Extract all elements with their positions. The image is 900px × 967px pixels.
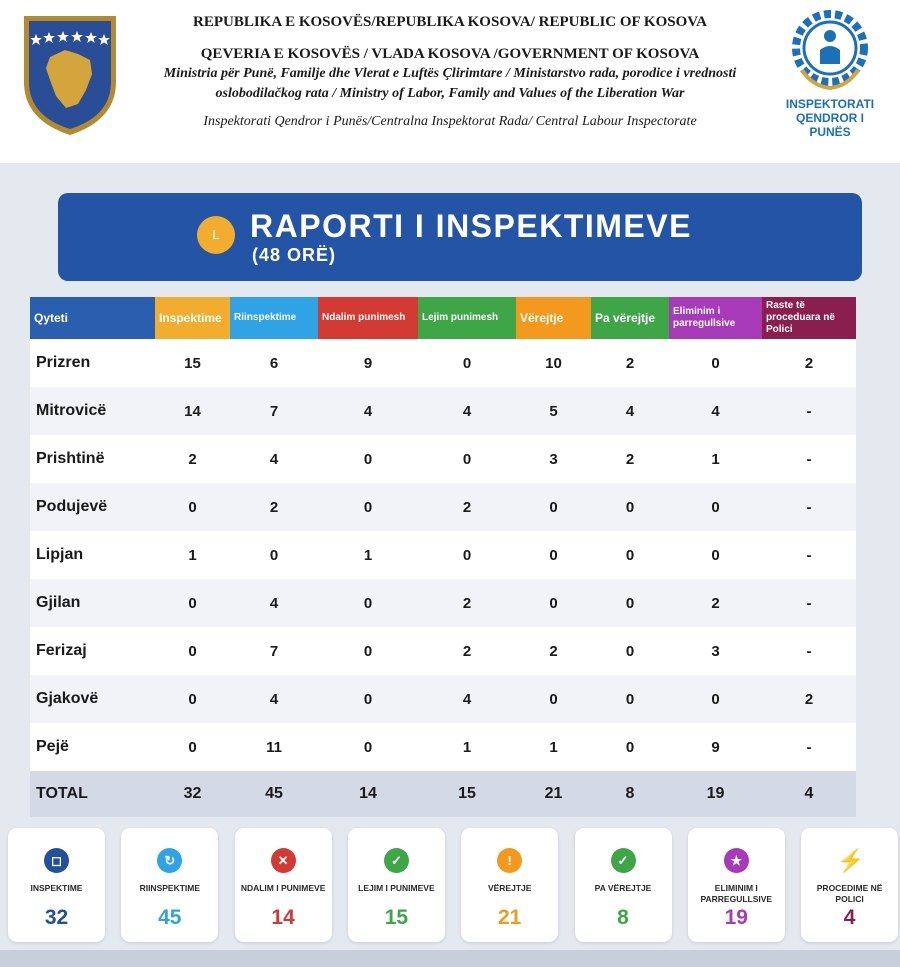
summary-card <box>121 828 218 942</box>
total-cell: 14 <box>318 771 418 817</box>
summary-card-label: VËREJTJE <box>487 883 532 893</box>
total-cell: 45 <box>230 771 318 817</box>
value-cell: 0 <box>711 546 720 564</box>
value-cell: 4 <box>269 690 279 708</box>
value-cell: 0 <box>711 690 720 708</box>
value-cell: 0 <box>269 546 279 564</box>
summary-cards <box>8 828 892 942</box>
value-cell: 0 <box>188 738 197 756</box>
summary-card <box>235 828 332 942</box>
value-cell: 0 <box>363 450 373 468</box>
table-row <box>30 675 856 723</box>
total-cell: 4 <box>762 771 856 817</box>
check-icon: ✓ <box>611 848 636 873</box>
inspectorate-logo <box>775 8 885 148</box>
value-cell: 7 <box>269 402 279 420</box>
summary-card <box>801 828 898 942</box>
government-heading <box>140 12 760 132</box>
value-cell: 0 <box>363 498 373 516</box>
value-cell: 2 <box>625 354 635 372</box>
value-cell: - <box>806 450 812 468</box>
value-cell: 0 <box>711 354 720 372</box>
value-cell: - <box>806 642 812 660</box>
value-cell: 0 <box>549 498 558 516</box>
lightning-icon: ⚡ <box>837 848 865 873</box>
value-cell: 4 <box>625 402 635 420</box>
bottom-bar <box>0 950 900 967</box>
value-cell: 0 <box>549 546 558 564</box>
check-icon: ✓ <box>384 848 409 873</box>
logo-line-2: QENDROR I PUNËS <box>795 111 864 139</box>
value-cell: 1 <box>711 450 720 468</box>
value-cell: 4 <box>269 450 279 468</box>
value-cell: 0 <box>363 738 373 756</box>
summary-card <box>461 828 558 942</box>
value-cell: 15 <box>184 354 201 372</box>
refresh-icon: ↻ <box>157 848 182 873</box>
total-cell: 32 <box>155 771 230 817</box>
value-cell: 4 <box>462 402 472 420</box>
value-cell: 0 <box>462 450 472 468</box>
gear-worker-icon <box>788 8 872 92</box>
value-cell: 0 <box>549 594 558 612</box>
value-cell: 1 <box>549 738 558 756</box>
summary-card <box>8 828 105 942</box>
summary-card-label: INSPEKTIME <box>30 883 83 893</box>
value-cell: 0 <box>711 498 720 516</box>
value-cell: 0 <box>188 594 197 612</box>
summary-card-value: 15 <box>384 906 409 929</box>
city-cell: Mitrovicë <box>36 402 107 419</box>
column-header: Inspektime <box>155 297 230 339</box>
summary-card-label: PA VËREJTJE <box>594 883 652 893</box>
summary-card-label: ELIMINIM I PARREGULLSIVE <box>700 883 773 904</box>
total-cell: 8 <box>591 771 669 817</box>
summary-card-value: 4 <box>843 906 856 929</box>
value-cell: 2 <box>269 498 279 516</box>
value-cell: 4 <box>462 690 472 708</box>
value-cell: 0 <box>625 738 635 756</box>
value-cell: 2 <box>804 690 814 708</box>
table-row <box>30 387 856 435</box>
table-row <box>30 723 856 771</box>
summary-card-value: 8 <box>617 906 629 929</box>
value-cell: 3 <box>549 450 558 468</box>
star-icon: ★ <box>724 848 749 873</box>
city-cell: Ferizaj <box>36 642 87 659</box>
report-title: RAPORTI I INSPEKTIMEVE <box>250 208 692 244</box>
value-cell: 0 <box>625 498 635 516</box>
value-cell: 7 <box>269 642 279 660</box>
value-cell: 2 <box>625 450 635 468</box>
value-cell: 0 <box>625 546 635 564</box>
value-cell: 2 <box>462 594 472 612</box>
value-cell: 0 <box>363 690 373 708</box>
square-icon: ◻ <box>44 848 69 873</box>
value-cell: 3 <box>711 642 720 660</box>
table-row <box>30 483 856 531</box>
column-header: Qyteti <box>30 297 155 339</box>
value-cell: 5 <box>549 402 558 420</box>
value-cell: 0 <box>625 690 635 708</box>
value-cell: 4 <box>363 402 373 420</box>
value-cell: 14 <box>184 402 201 420</box>
value-cell: 4 <box>269 594 279 612</box>
total-cell: 21 <box>516 771 591 817</box>
table-row <box>30 435 856 483</box>
value-cell: 1 <box>363 546 373 564</box>
summary-card-label: PROCEDIME NË POLICI <box>816 883 883 904</box>
value-cell: 1 <box>462 738 472 756</box>
value-cell: 0 <box>462 546 472 564</box>
summary-card-value: 45 <box>158 906 182 929</box>
city-cell: Lipjan <box>36 546 84 563</box>
value-cell: 9 <box>711 738 720 756</box>
summary-card-value: 32 <box>44 906 69 929</box>
value-cell: 4 <box>711 402 720 420</box>
cross-icon: ✕ <box>271 848 296 873</box>
column-header: Raste të proceduara në Polici <box>762 297 856 339</box>
value-cell: 0 <box>462 354 472 372</box>
column-header: Riinspektime <box>230 297 318 339</box>
city-cell: Gjakovë <box>36 690 99 707</box>
summary-card-value: 19 <box>724 906 748 929</box>
report-subtitle: (48 ORË) <box>252 245 337 265</box>
total-label: TOTAL <box>30 771 155 817</box>
table-row <box>30 531 856 579</box>
value-cell: 2 <box>462 498 472 516</box>
table-row <box>30 627 856 675</box>
value-cell: 1 <box>188 546 197 564</box>
value-cell: 0 <box>188 690 197 708</box>
kosovo-coat-of-arms-icon <box>20 12 120 138</box>
value-cell: 11 <box>266 738 282 756</box>
value-cell: 0 <box>363 594 373 612</box>
value-cell: - <box>806 738 812 756</box>
clock-icon: L <box>197 216 235 254</box>
value-cell: - <box>806 402 812 420</box>
value-cell: 2 <box>188 450 197 468</box>
value-cell: 0 <box>188 498 197 516</box>
total-row <box>30 771 856 817</box>
city-cell: Podujevë <box>36 498 108 515</box>
value-cell: 0 <box>549 690 558 708</box>
value-cell: 0 <box>625 642 635 660</box>
summary-card <box>688 828 785 942</box>
value-cell: - <box>806 546 812 564</box>
summary-card-label: RIINSPEKTIME <box>139 883 201 893</box>
city-cell: Prizren <box>36 354 91 371</box>
summary-card-label: NDALIM I PUNIMEVE <box>240 883 326 893</box>
city-cell: Pejë <box>36 738 69 755</box>
total-cell: 19 <box>669 771 762 817</box>
summary-card-value: 21 <box>498 906 522 929</box>
value-cell: 2 <box>711 594 720 612</box>
value-cell: 0 <box>363 642 373 660</box>
warning-icon: ! <box>497 848 522 873</box>
summary-card-value: 14 <box>271 906 295 929</box>
column-header: Pa vërejtje <box>591 297 669 339</box>
value-cell: - <box>806 594 812 612</box>
city-cell: Gjilan <box>36 594 81 611</box>
logo-line-1: INSPEKTORATI <box>785 97 875 111</box>
ministry-line: Ministria për Punë, Familje dhe Vlerat e Luftës Çlirimtare / Ministarstvo rada, porodice i vrednosti oslobodilačkog rata / Ministry of Labor, Family and Values of the Liberation War <box>163 66 737 101</box>
total-cell: 15 <box>418 771 516 817</box>
value-cell: 2 <box>462 642 472 660</box>
table-header-row <box>30 297 856 339</box>
table-row <box>30 579 856 627</box>
value-cell: 0 <box>625 594 635 612</box>
value-cell: 6 <box>269 354 279 372</box>
summary-card <box>348 828 445 942</box>
value-cell: 2 <box>549 642 558 660</box>
column-header: Lejim punimesh <box>418 297 516 339</box>
column-header: Eliminim i parregullsive <box>669 297 762 339</box>
inspections-table <box>30 297 856 817</box>
republic-line: REPUBLIKA E KOSOVËS/REPUBLIKA KOSOVA/ REPUBLIC OF KOSOVA <box>192 14 707 30</box>
value-cell: 9 <box>363 354 373 372</box>
summary-card <box>575 828 672 942</box>
city-cell: Prishtinë <box>36 450 105 467</box>
column-header: Vërejtje <box>516 297 591 339</box>
table-row <box>30 339 856 387</box>
value-cell: 10 <box>545 354 562 372</box>
summary-card-label: LEJIM I PUNIMEVE <box>358 883 435 893</box>
value-cell: 2 <box>804 354 814 372</box>
government-line: QEVERIA E KOSOVËS / VLADA KOSOVA /GOVERNMENT OF KOSOVA <box>200 46 700 62</box>
header <box>0 0 900 163</box>
column-header: Ndalim punimesh <box>318 297 418 339</box>
inspectorate-line: Inspektorati Qendror i Punës/Centralna Inspektorat Rada/ Central Labour Inspectorate <box>203 114 697 129</box>
value-cell: - <box>806 498 812 516</box>
value-cell: 0 <box>188 642 197 660</box>
